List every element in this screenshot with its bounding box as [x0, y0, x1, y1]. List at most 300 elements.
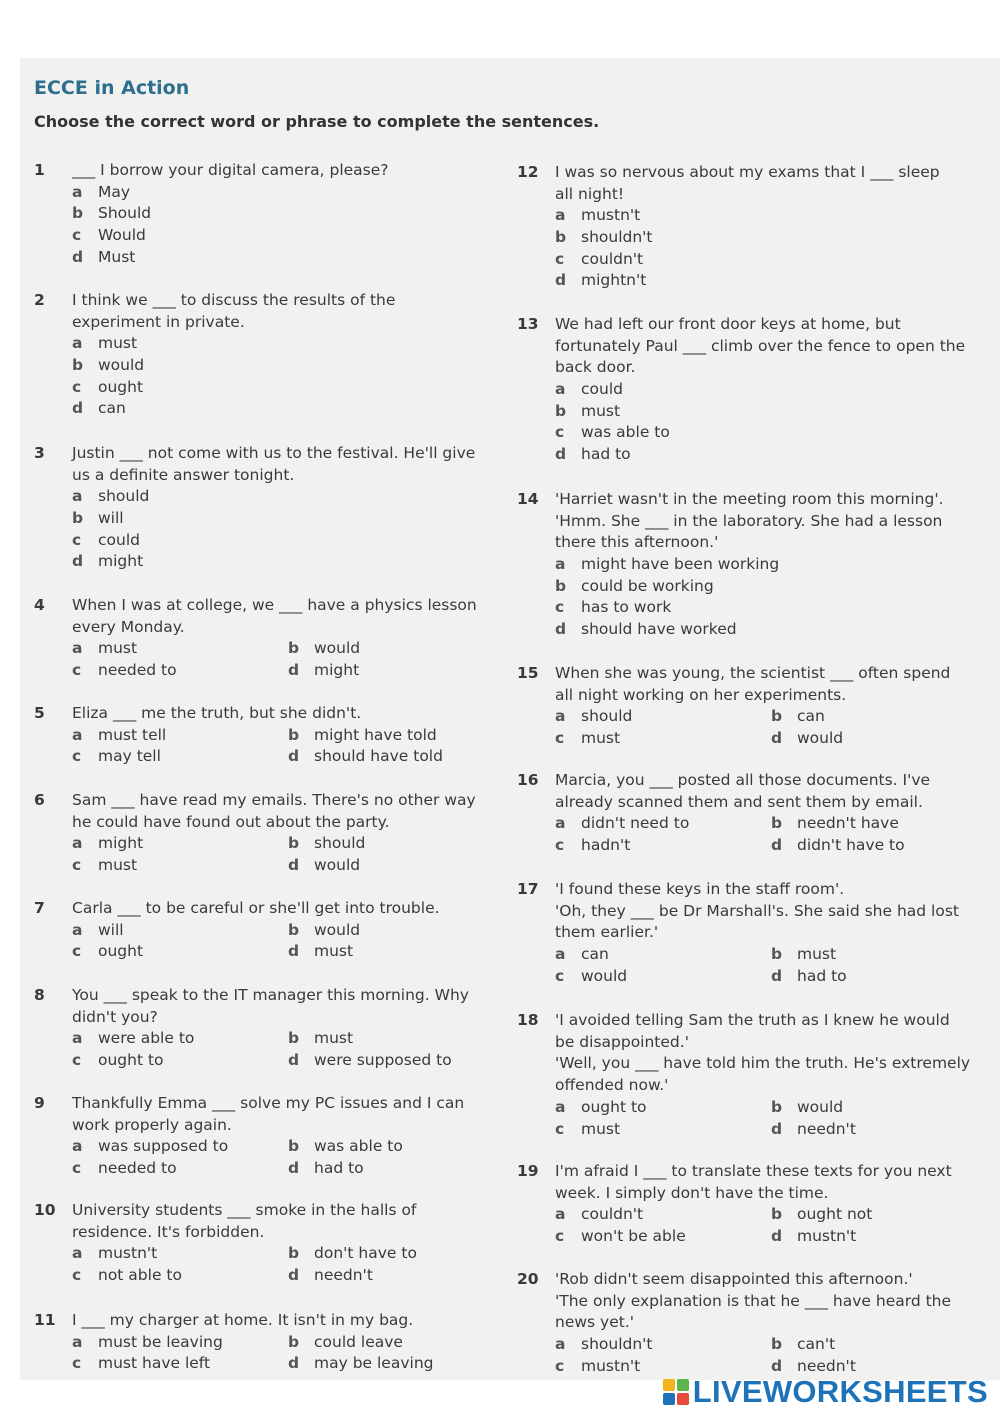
answer-option[interactable]: [555, 554, 957, 576]
question-text: ___ I borrow your digital camera, please?: [72, 161, 389, 179]
option-text: mightn't: [581, 271, 647, 290]
answer-option[interactable]: [555, 249, 957, 271]
option-text: had to: [314, 1159, 364, 1178]
option-text: should: [98, 487, 150, 506]
answer-option[interactable]: [771, 1204, 987, 1226]
question-17: [517, 879, 957, 987]
answer-option[interactable]: [288, 746, 504, 768]
answer-option[interactable]: [771, 706, 987, 728]
answer-option[interactable]: [771, 1097, 987, 1119]
option-letter: b: [288, 639, 300, 658]
option-text: would: [797, 1097, 844, 1116]
option-letter: c: [72, 226, 82, 245]
question-text: week. I simply don't have the time.: [555, 1183, 829, 1202]
option-letter: c: [555, 598, 565, 617]
question-text: Marcia, you ___ posted all those documents. I've: [555, 771, 931, 789]
option-letter: a: [555, 707, 566, 726]
option-text: should: [314, 834, 366, 853]
answer-option[interactable]: [72, 1353, 288, 1375]
option-letter: d: [771, 1356, 783, 1375]
answer-option[interactable]: [555, 597, 957, 619]
option-text: ought to: [98, 1051, 164, 1070]
question-text: Carla ___ to be careful or she'll get into trouble.: [72, 899, 440, 917]
option-text: needn't: [797, 1356, 856, 1375]
answer-option[interactable]: [72, 203, 484, 225]
option-text: shouldn't: [581, 1335, 653, 1354]
question-text: all night working on her experiments.: [555, 685, 847, 704]
option-text: will: [98, 920, 124, 939]
option-text: must: [98, 856, 138, 875]
answer-option[interactable]: [771, 728, 987, 750]
option-text: can: [797, 707, 825, 726]
option-letter: b: [555, 401, 567, 420]
answer-option[interactable]: [288, 1028, 504, 1050]
answer-option[interactable]: [555, 706, 771, 728]
option-text: mustn't: [797, 1227, 857, 1246]
option-text: Must: [98, 247, 136, 266]
option-text: should have told: [314, 747, 443, 766]
logo-square: [663, 1393, 675, 1405]
option-letter: a: [555, 814, 566, 833]
question-text: fortunately Paul ___ climb over the fence to open the: [555, 336, 966, 355]
answer-option[interactable]: [72, 225, 484, 247]
answer-option[interactable]: [288, 1332, 504, 1354]
answer-options: [555, 379, 957, 466]
question-text: I think we ___ to discuss the results of the: [72, 291, 396, 309]
answer-option[interactable]: [288, 1158, 504, 1180]
question-number: 7: [34, 899, 45, 917]
answer-option[interactable]: [72, 333, 484, 355]
answer-option[interactable]: [288, 920, 504, 942]
answer-option[interactable]: [72, 855, 288, 877]
option-letter: a: [72, 1332, 83, 1351]
question-text: 'Well, you ___ have told him the truth. He's extremely: [555, 1054, 971, 1073]
answer-option[interactable]: [72, 1243, 288, 1265]
question-number: 9: [34, 1094, 45, 1112]
option-letter: d: [288, 942, 300, 961]
option-text: had to: [797, 966, 847, 985]
option-text: can: [98, 399, 126, 418]
answer-option[interactable]: [771, 966, 987, 988]
option-letter: d: [288, 1051, 300, 1070]
logo-square: [663, 1379, 675, 1391]
answer-options: [72, 833, 484, 876]
question-text: already scanned them and sent them by email.: [555, 792, 923, 811]
option-letter: c: [72, 377, 82, 396]
question-7: [34, 898, 484, 963]
option-letter: a: [72, 1244, 83, 1263]
question-12: [517, 162, 957, 292]
question-1: [34, 160, 484, 268]
option-text: needn't: [314, 1266, 373, 1285]
option-text: needn't have: [797, 814, 899, 833]
answer-option[interactable]: [555, 966, 771, 988]
option-text: couldn't: [581, 1205, 644, 1224]
answer-option[interactable]: [555, 205, 957, 227]
option-text: may be leaving: [314, 1354, 434, 1373]
question-18: [517, 1010, 971, 1140]
answer-options: [72, 638, 484, 681]
question-text: didn't you?: [72, 1007, 158, 1026]
question-text: them earlier.': [555, 923, 659, 942]
answer-option[interactable]: [555, 227, 957, 249]
question-text: us a definite answer tonight.: [72, 465, 295, 484]
option-text: Would: [98, 226, 146, 245]
answer-option[interactable]: [72, 398, 484, 420]
answer-options: [555, 813, 957, 856]
option-text: ought not: [797, 1205, 873, 1224]
option-text: must: [581, 401, 621, 420]
answer-option[interactable]: [555, 1097, 771, 1119]
option-text: was able to: [314, 1137, 403, 1156]
option-letter: a: [72, 334, 83, 353]
answer-option[interactable]: [72, 1028, 288, 1050]
question-text: 'I avoided telling Sam the truth as I knew he would: [555, 1011, 950, 1029]
logo-square: [677, 1379, 689, 1391]
option-text: were able to: [98, 1029, 195, 1048]
option-letter: c: [72, 530, 82, 549]
option-letter: c: [72, 747, 82, 766]
option-letter: b: [555, 576, 567, 595]
option-letter: d: [288, 661, 300, 680]
option-letter: d: [771, 966, 783, 985]
option-letter: b: [771, 707, 783, 726]
question-14: [517, 489, 957, 641]
question-10: [34, 1200, 484, 1287]
option-text: don't have to: [314, 1244, 417, 1263]
answer-option[interactable]: [72, 1136, 288, 1158]
option-letter: b: [288, 1332, 300, 1351]
answer-option[interactable]: [771, 1334, 987, 1356]
option-text: not able to: [98, 1266, 182, 1285]
answer-options: [555, 706, 957, 749]
question-number: 5: [34, 704, 45, 722]
question-text: be disappointed.': [555, 1032, 689, 1051]
option-letter: c: [555, 1227, 565, 1246]
option-letter: c: [72, 942, 82, 961]
option-letter: c: [555, 249, 565, 268]
option-letter: d: [771, 1227, 783, 1246]
answer-option[interactable]: [72, 551, 484, 573]
question-11: [34, 1310, 484, 1375]
option-letter: a: [555, 380, 566, 399]
answer-options: [555, 205, 957, 292]
answer-option[interactable]: [72, 1050, 288, 1072]
answer-option[interactable]: [72, 660, 288, 682]
question-number: 13: [517, 315, 539, 333]
question-number: 10: [34, 1201, 56, 1219]
answer-option[interactable]: [555, 1119, 771, 1141]
answer-option[interactable]: [555, 422, 957, 444]
question-text: 'Hmm. She ___ in the laboratory. She had a lesson: [555, 511, 943, 530]
option-letter: d: [555, 271, 567, 290]
answer-option[interactable]: [555, 401, 957, 423]
option-letter: b: [771, 945, 783, 964]
option-text: May: [98, 182, 131, 201]
question-8: [34, 985, 484, 1072]
option-letter: c: [72, 1266, 82, 1285]
question-number: 14: [517, 490, 539, 508]
option-letter: c: [72, 1159, 82, 1178]
answer-option[interactable]: [72, 638, 288, 660]
option-text: was able to: [581, 423, 670, 442]
option-letter: a: [72, 1029, 83, 1048]
logo-icon: [663, 1379, 689, 1405]
answer-option[interactable]: [555, 944, 771, 966]
answer-option[interactable]: [555, 1204, 771, 1226]
option-letter: b: [555, 228, 567, 247]
question-text: all night!: [555, 184, 625, 203]
option-text: might have been working: [581, 555, 780, 574]
answer-option[interactable]: [555, 576, 957, 598]
question-text: there this afternoon.': [555, 533, 719, 552]
option-letter: d: [555, 445, 567, 464]
option-text: would: [581, 966, 628, 985]
answer-option[interactable]: [288, 1243, 504, 1265]
question-number: 19: [517, 1162, 539, 1180]
option-letter: b: [771, 1335, 783, 1354]
option-text: must have left: [98, 1354, 211, 1373]
answer-options: [72, 486, 484, 573]
answer-option[interactable]: [72, 1265, 288, 1287]
answer-option[interactable]: [288, 638, 504, 660]
question-text: Sam ___ have read my emails. There's no other way: [72, 791, 476, 809]
question-number: 3: [34, 444, 45, 462]
option-text: had to: [581, 445, 631, 464]
answer-options: [72, 1028, 484, 1071]
question-text: When she was young, the scientist ___ often spend: [555, 664, 951, 682]
option-text: mustn't: [98, 1244, 158, 1263]
question-text: work properly again.: [72, 1115, 232, 1134]
liveworksheets-logo[interactable]: [663, 1375, 988, 1409]
question-text: Justin ___ not come with us to the festival. He'll give: [72, 444, 476, 462]
question-4: [34, 595, 484, 682]
question-text: 'The only explanation is that he ___ have heard the: [555, 1291, 952, 1310]
option-text: must: [98, 639, 138, 658]
answer-options: [72, 725, 484, 768]
option-text: must: [98, 334, 138, 353]
option-letter: b: [288, 1244, 300, 1263]
option-letter: c: [555, 836, 565, 855]
answer-option[interactable]: [72, 725, 288, 747]
option-letter: a: [72, 920, 83, 939]
option-letter: b: [288, 834, 300, 853]
question-text: 'Oh, they ___ be Dr Marshall's. She said she had lost: [555, 901, 959, 920]
option-text: might: [98, 834, 144, 853]
answer-options: [72, 1136, 484, 1179]
option-text: would: [98, 356, 145, 375]
question-6: [34, 790, 484, 877]
answer-option[interactable]: [72, 1332, 288, 1354]
question-text: I was so nervous about my exams that I ___ sleep: [555, 163, 940, 181]
answer-option[interactable]: [555, 813, 771, 835]
option-text: mustn't: [581, 206, 641, 225]
option-letter: c: [555, 1356, 565, 1375]
answer-option[interactable]: [288, 725, 504, 747]
option-text: shouldn't: [581, 228, 653, 247]
question-text: 'Rob didn't seem disappointed this afternoon.': [555, 1270, 913, 1288]
answer-option[interactable]: [288, 941, 504, 963]
option-text: must: [581, 1119, 621, 1138]
instructions: Choose the correct word or phrase to complete the sentences.: [34, 112, 600, 131]
answer-option[interactable]: [555, 835, 771, 857]
question-text: Thankfully Emma ___ solve my PC issues and I can: [72, 1094, 465, 1112]
question-2: [34, 290, 484, 420]
answer-option[interactable]: [555, 444, 957, 466]
question-number: 6: [34, 791, 45, 809]
answer-option[interactable]: [72, 355, 484, 377]
answer-option[interactable]: [288, 1136, 504, 1158]
option-letter: b: [72, 356, 84, 375]
answer-options: [555, 944, 957, 987]
logo-square: [677, 1393, 689, 1405]
option-letter: d: [288, 1159, 300, 1178]
option-text: needn't: [797, 1119, 856, 1138]
option-letter: c: [555, 966, 565, 985]
option-text: might: [314, 661, 360, 680]
option-text: won't be able: [581, 1227, 686, 1246]
question-text: 'I found these keys in the staff room'.: [555, 880, 845, 898]
question-number: 11: [34, 1311, 56, 1329]
question-5: [34, 703, 484, 768]
option-letter: c: [555, 729, 565, 748]
answer-option[interactable]: [288, 660, 504, 682]
question-text: Eliza ___ me the truth, but she didn't.: [72, 704, 362, 722]
option-text: must: [581, 729, 621, 748]
option-letter: d: [288, 1354, 300, 1373]
answer-options: [72, 1243, 484, 1286]
question-text: We had left our front door keys at home, but: [555, 315, 901, 333]
option-text: ought: [98, 377, 144, 396]
question-15: [517, 663, 957, 750]
option-letter: c: [72, 1051, 82, 1070]
question-text: When I was at college, we ___ have a physics lesson: [72, 596, 477, 614]
answer-option[interactable]: [288, 1353, 504, 1375]
option-letter: d: [72, 552, 84, 571]
question-text: I ___ my charger at home. It isn't in my bag.: [72, 1311, 414, 1329]
option-text: can: [581, 945, 609, 964]
answer-option[interactable]: [771, 813, 987, 835]
answer-option[interactable]: [72, 746, 288, 768]
answer-option[interactable]: [72, 247, 484, 269]
option-text: would: [314, 920, 361, 939]
option-text: must: [797, 945, 837, 964]
option-letter: d: [72, 247, 84, 266]
answer-option[interactable]: [771, 1226, 987, 1248]
question-number: 2: [34, 291, 45, 309]
question-20: [517, 1269, 957, 1377]
answer-options: [555, 1204, 957, 1247]
option-letter: a: [555, 1097, 566, 1116]
answer-option[interactable]: [72, 508, 484, 530]
option-letter: b: [72, 204, 84, 223]
question-number: 12: [517, 163, 539, 181]
question-text: experiment in private.: [72, 312, 245, 331]
question-number: 8: [34, 986, 45, 1004]
option-letter: b: [771, 814, 783, 833]
option-letter: c: [555, 423, 565, 442]
option-letter: a: [72, 639, 83, 658]
option-text: Should: [98, 204, 152, 223]
option-text: didn't need to: [581, 814, 690, 833]
answer-option[interactable]: [288, 1265, 504, 1287]
answer-option[interactable]: [555, 1226, 771, 1248]
question-text: he could have found out about the party.: [72, 812, 390, 831]
question-text: residence. It's forbidden.: [72, 1222, 265, 1241]
answer-option[interactable]: [288, 833, 504, 855]
answer-option[interactable]: [72, 486, 484, 508]
question-16: [517, 770, 957, 857]
question-9: [34, 1093, 484, 1180]
answer-option[interactable]: [771, 835, 987, 857]
answer-option[interactable]: [72, 1158, 288, 1180]
option-text: was supposed to: [98, 1137, 229, 1156]
question-3: [34, 443, 484, 573]
option-letter: d: [288, 856, 300, 875]
option-letter: a: [72, 487, 83, 506]
answer-option[interactable]: [72, 530, 484, 552]
option-text: should have worked: [581, 620, 737, 639]
answer-option[interactable]: [72, 833, 288, 855]
answer-option[interactable]: [555, 619, 957, 641]
answer-option[interactable]: [555, 728, 771, 750]
option-text: must: [314, 942, 354, 961]
option-letter: a: [555, 1335, 566, 1354]
answer-option[interactable]: [555, 1334, 771, 1356]
answer-options: [555, 554, 957, 641]
answer-option[interactable]: [555, 379, 957, 401]
answer-option[interactable]: [72, 182, 484, 204]
option-text: ought to: [581, 1097, 647, 1116]
section-title: ECCE in Action: [34, 77, 190, 99]
option-letter: a: [555, 555, 566, 574]
answer-options: [555, 1334, 957, 1377]
answer-option[interactable]: [72, 920, 288, 942]
option-letter: d: [72, 399, 84, 418]
option-letter: b: [771, 1097, 783, 1116]
answer-option[interactable]: [771, 1119, 987, 1141]
option-letter: a: [555, 206, 566, 225]
answer-option[interactable]: [288, 1050, 504, 1072]
option-letter: b: [288, 1029, 300, 1048]
option-text: ought: [98, 942, 144, 961]
answer-option[interactable]: [72, 377, 484, 399]
question-number: 17: [517, 880, 539, 898]
answer-options: [555, 1097, 957, 1140]
option-letter: d: [771, 836, 783, 855]
answer-option[interactable]: [288, 855, 504, 877]
option-text: must tell: [98, 725, 167, 744]
option-text: didn't have to: [797, 836, 905, 855]
option-text: could be working: [581, 576, 714, 595]
answer-option[interactable]: [555, 270, 957, 292]
option-letter: d: [555, 620, 567, 639]
question-text: University students ___ smoke in the halls of: [72, 1201, 417, 1219]
question-number: 20: [517, 1270, 539, 1288]
option-letter: b: [288, 725, 300, 744]
option-text: will: [98, 509, 124, 528]
question-number: 15: [517, 664, 539, 682]
question-text: news yet.': [555, 1313, 635, 1332]
question-text: offended now.': [555, 1076, 669, 1095]
option-letter: d: [771, 1119, 783, 1138]
answer-option[interactable]: [771, 944, 987, 966]
option-text: couldn't: [581, 249, 644, 268]
answer-options: [72, 920, 484, 963]
question-number: 1: [34, 161, 45, 179]
answer-option[interactable]: [72, 941, 288, 963]
question-number: 16: [517, 771, 539, 789]
